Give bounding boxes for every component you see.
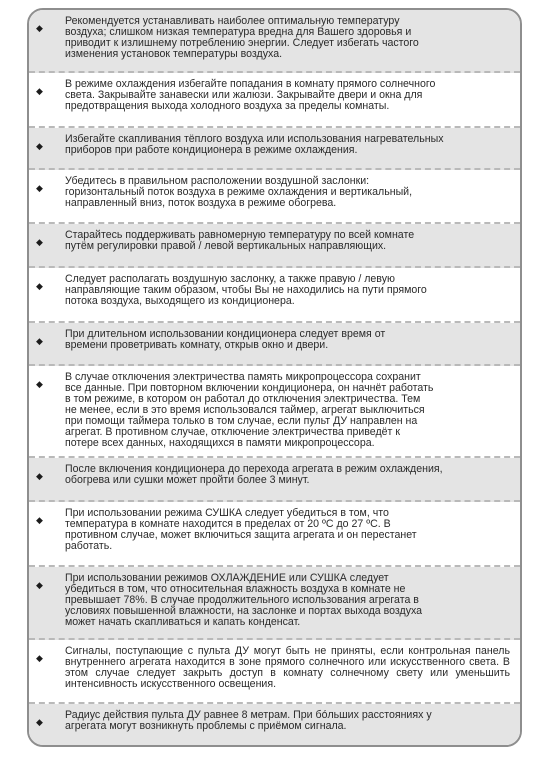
tip-text: Сигналы, поступающие с пульта ДУ могут быть не приняты, если контрольная панель внутреннего агрегата находится в зоне прямого солнечного или искусственного света. В этом случае следует закрыть доступ в комнату солнечному свету или уменьшить интенсивность искусственного освещения. [65, 645, 510, 690]
tip-text: Старайтесь поддерживать равномерную температуру по всей комнате путём регулировки правой / левой вертикальных направляющих. [65, 229, 415, 252]
tip-item [29, 323, 520, 366]
tip-item [29, 10, 520, 73]
tip-text: В случае отключения электричества память микропроцессора сохранит все данные. При повторном включении кондиционера, он начнёт работать в том режиме, в котором он работал до отключения электричества. Тем не менее, если в это время использовался таймер, агрегат выключиться при помощи таймера только в том случае, если пульт ДУ направлен на агрегат. В противном случае, отключение электричества приведёт к потере всех данных, находящихся в памяти микропроцессора. [65, 371, 434, 449]
tip-item [29, 567, 520, 640]
tip-item [29, 366, 520, 458]
tip-text: При длительном использовании кондиционера следует время от времени проветривать комнату, открыв окно и двери. [65, 328, 386, 351]
bullet-icon: ◆ [36, 717, 43, 727]
tip-text: В режиме охлаждения избегайте попадания в комнату прямого солнечного света. Закрывайте занавески или жалюзи. Закрывайте двери и окна для предотвращения выхода холодного воздуха за пределы комнаты. [65, 78, 436, 112]
bullet-icon: ◆ [36, 515, 43, 525]
tip-item [29, 268, 520, 323]
tip-item [29, 458, 520, 502]
bullet-icon: ◆ [36, 471, 43, 481]
tip-item [29, 502, 520, 567]
tip-item [29, 224, 520, 268]
tip-text: Радиус действия пульта ДУ равнее 8 метрам. При бóльших расстояниях у агрегата могут возникнуть проблемы с приёмом сигнала. [65, 709, 432, 732]
tip-text: Следует располагать воздушную заслонку, а также правую / левую направляющие таким образом, чтобы Вы не находились на пути прямого потока воздуха, выходящего из кондиционера. [65, 273, 427, 307]
bullet-icon: ◆ [36, 183, 43, 193]
tip-text: Убедитесь в правильном расположении воздушной заслонки: горизонтальный поток воздуха в режиме охлаждения и вертикальный, направленный вниз, поток воздуха в режиме обогрева. [65, 175, 413, 209]
bullet-icon: ◆ [36, 580, 43, 590]
bullet-icon: ◆ [36, 23, 43, 33]
bullet-icon: ◆ [36, 141, 43, 151]
tip-item [29, 73, 520, 128]
tip-text: После включения кондиционера до перехода агрегата в режим охлаждения, обогрева или сушки может пройти более 3 минут. [65, 463, 443, 486]
bullet-icon: ◆ [36, 379, 43, 389]
tip-item [29, 640, 520, 704]
bullet-icon: ◆ [36, 237, 43, 247]
tip-text: При использовании режима СУШКА следует убедиться в том, что температура в комнате находится в пределах от 20 ºС до 27 ºС. В противном случае, может включиться защита агрегата и он перестанет работать. [65, 507, 417, 552]
tip-item [29, 128, 520, 170]
bullet-icon: ◆ [36, 653, 43, 663]
tip-text: Избегайте скапливания тёплого воздуха или использования нагревательных приборов при работе кондиционера в режиме охлаждения. [65, 133, 444, 156]
tips-panel [27, 8, 522, 747]
tip-text: Рекомендуется устанавливать наиболее оптимальную температуру воздуха; слишком низкая температура вредна для Вашего здоровья и приводит к излишнему потреблению энергии. Следует избегать частого изменения установок температуры воздуха. [65, 15, 419, 60]
tip-item [29, 170, 520, 224]
bullet-icon: ◆ [36, 86, 43, 96]
bullet-icon: ◆ [36, 336, 43, 346]
bullet-icon: ◆ [36, 281, 43, 291]
tip-item [29, 704, 520, 747]
tip-text: При использовании режимов ОХЛАЖДЕНИЕ или СУШКА следует убедиться в том, что относительная влажность воздуха в комнате не превышает 78%. В случае продолжительного использования агрегата в условиях повышенной влажности, на заслонке и портах выхода воздуха может начать скапливаться и капать конденсат. [65, 572, 423, 628]
